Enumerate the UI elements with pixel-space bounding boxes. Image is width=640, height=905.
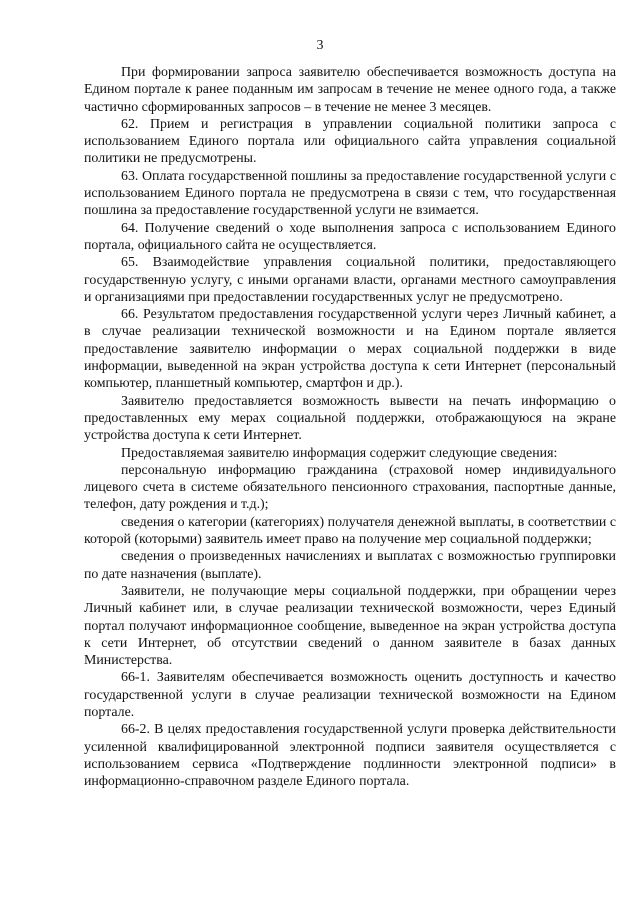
paragraph-personal-info: персональную информацию гражданина (страховой номер индивидуального лицевого счета в системе обязательного пенсионного страхования, паспортные данные, телефон, дату рождения и т.д.); (84, 462, 616, 513)
paragraph-print-info: Заявителю предоставляется возможность вывести на печать информацию о предоставленных ему мерах социальной поддержки, отображающуюся на экране устройства доступа к сети Интернет. (84, 393, 616, 444)
paragraph-request-access: При формировании запроса заявителю обеспечивается возможность доступа на Едином портале к ранее поданным им запросам в течение не менее одного года, а также частично сформированных запросов – в течение не менее 3 месяцев. (84, 65, 616, 115)
paragraph-62: 62. Прием и регистрация в управлении социальной политики запроса с использованием Единого портала или официального сайта управления социальной политики не предусмотрены. (84, 116, 616, 167)
paragraph-65: 65. Взаимодействие управления социальной политики, предоставляющего государственную услугу, с иными органами власти, органами местного самоуправления и организациями при предоставлении государственных услуг не предусмотрено. (84, 255, 616, 305)
page-number: 3 (316, 38, 324, 53)
paragraph-no-support: Заявители, не получающие меры социальной поддержки, при обращении через Личный кабинет или, в случае реализации технической возможности, через Единый портал получают информационное сообщение, выведенное на экран устройства доступа к сети Интернет, об отсутствии сведений о данном заявителе в базах данных Министерства. (84, 583, 616, 669)
paragraph-63: 63. Оплата государственной пошлины за предоставление государственной услуги с использованием Единого портала не предусмотрена в связи с тем, что государственная пошлина за предоставление государственной услуги не взимается. (84, 168, 616, 219)
paragraph-category-info: сведения о категории (категориях) получателя денежной выплаты, в соответствии с которой (которыми) заявитель имеет право на получение мер социальной поддержки; (84, 514, 616, 548)
paragraph-64: 64. Получение сведений о ходе выполнения запроса с использованием Единого портала, официального сайта не осуществляется. (84, 220, 616, 253)
paragraph-66-2: 66-2. В целях предоставления государственной услуги проверка действительности усиленной квалифицированной электронной подписи заявителя осуществляется с использованием сервиса «Подтверждение подлинности электронной подписи» в информационно-справочном разделе Единого портала. (84, 722, 616, 790)
paragraph-66: 66. Результатом предоставления государственной услуги через Личный кабинет, а в случае реализации технической возможности и на Едином портале является предоставление заявителю информации о мерах социальной поддержки в виде информации, выведенной на экран устройства доступа к сети Интернет (персональный компьютер, планшетный компьютер, смартфон и др.). (84, 307, 616, 392)
document-body (84, 64, 616, 790)
paragraph-accruals-info: сведения о произведенных начислениях и выплатах с возможностью группировки по дате назначения (выплате). (84, 549, 616, 582)
paragraph-info-contents: Предоставляемая заявителю информация содержит следующие сведения: (121, 445, 558, 461)
paragraph-66-1: 66-1. Заявителям обеспечивается возможность оценить доступность и качество государственной услуги в случае реализации технической возможности на Едином портале. (84, 670, 616, 720)
